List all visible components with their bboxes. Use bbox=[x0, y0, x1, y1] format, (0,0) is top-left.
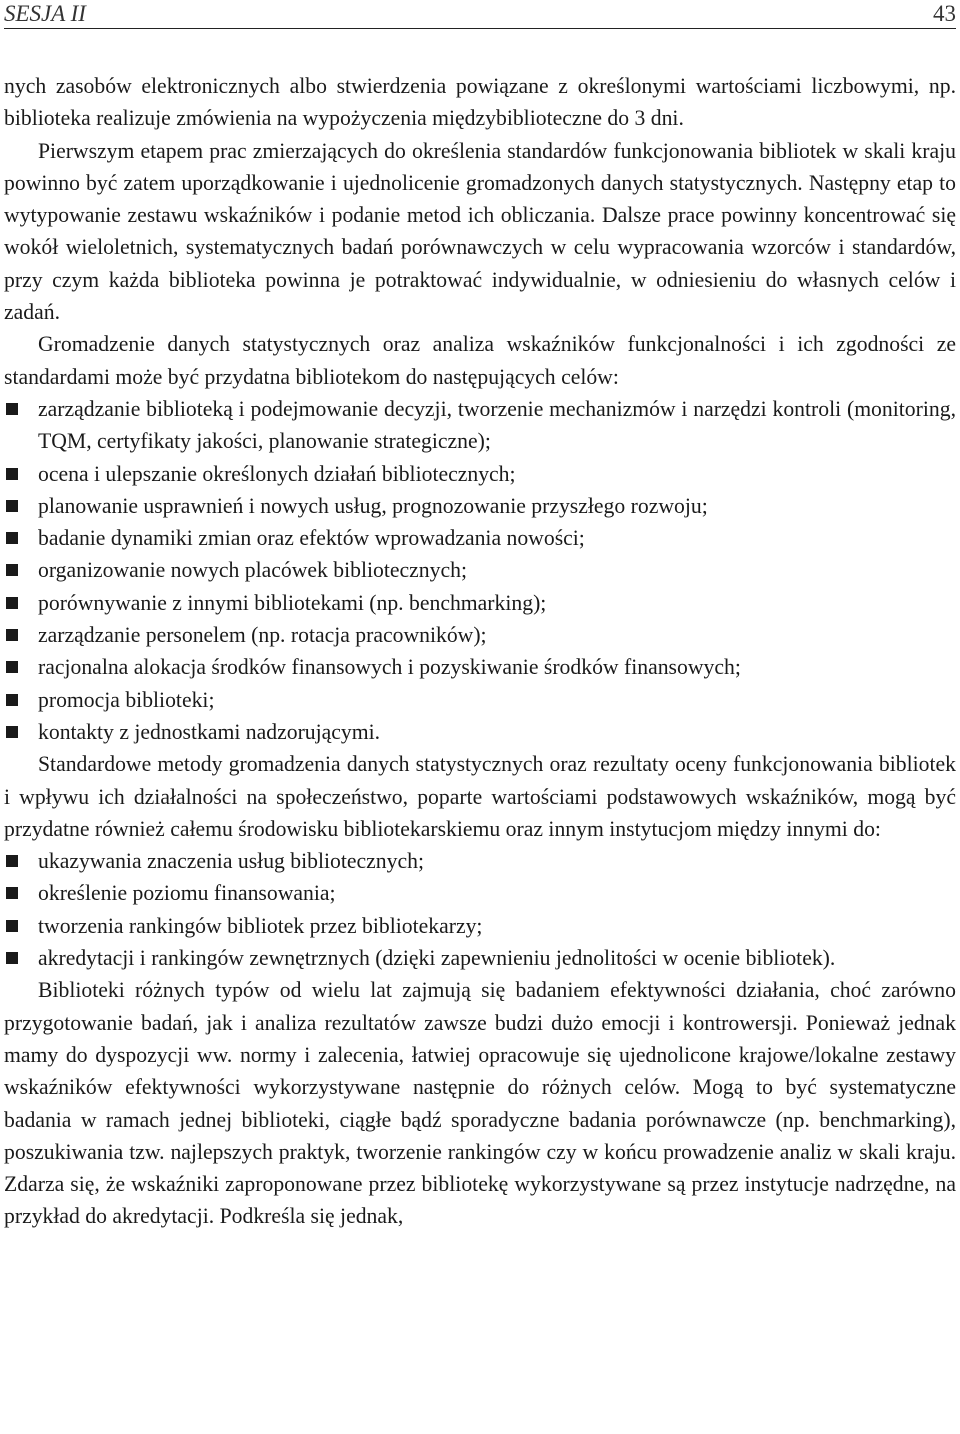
list-item bbox=[4, 522, 956, 554]
list-item-text: zarządzanie biblioteką i podejmowanie decyzji, tworzenie mechanizmów i narzędzi kontroli (monitoring, TQM, certyfikaty jakości, planowanie strategiczne); bbox=[38, 396, 956, 454]
list-item-text: planowanie usprawnień i nowych usług, prognozowanie przyszłego rozwoju; bbox=[38, 493, 708, 518]
list-item-text: kontakty z jednostkami nadzorującymi. bbox=[38, 719, 381, 744]
running-header bbox=[4, 0, 956, 29]
section-title: SESJA II bbox=[4, 1, 86, 26]
list-item-text: określenie poziomu finansowania; bbox=[38, 881, 336, 906]
square-bullet-icon bbox=[6, 532, 18, 544]
list-item-text: ocena i ulepszanie określonych działań bibliotecznych; bbox=[38, 461, 516, 486]
page-body bbox=[4, 70, 956, 1233]
list-item bbox=[4, 716, 956, 748]
list-item bbox=[4, 910, 956, 942]
list-item bbox=[4, 684, 956, 716]
square-bullet-icon bbox=[6, 564, 18, 576]
bullet-list-purposes bbox=[4, 393, 956, 748]
paragraph-continued: nych zasobów elektronicznych albo stwierdzenia powiązane z określonymi wartościami liczbowymi, np. biblioteka realizuje zmówienia na wypożyczenia międzybiblioteczne do 3 dni. bbox=[4, 74, 956, 131]
paragraph: Biblioteki różnych typów od wielu lat zajmują się badaniem efektywności działania, choć zarówno przygotowanie badań, jak i analiza rezultatów zawsze budzi dużo emocji i kontrowersji. Ponieważ jednak mamy do dyspozycji ww. normy i zalecenia, łatwiej opracowuje się ujednolicone krajowe/lokalne zestawy wskaźników efektywności wykorzystywane następnie do różnych celów. Mogą to być systematyczne badania w ramach jednej biblioteki, ciągłe bądź sporadyczne badania porównawcze (np. benchmarking), poszukiwania tzw. najlepszych praktyk, tworzenie rankingów czy w końcu prowadzenie analiz w skali kraju. Zdarza się, że wskaźniki zaproponowane przez bibliotekę wykorzystywane są przez instytucje nadrzędne, na przykład do akredytacji. Podkreśla się jednak, bbox=[4, 978, 956, 1229]
list-item-text: organizowanie nowych placówek bibliotecznych; bbox=[38, 558, 467, 583]
square-bullet-icon bbox=[6, 952, 18, 964]
paragraph: Pierwszym etapem prac zmierzających do określenia standardów funkcjonowania bibliotek w skali kraju powinno być zatem uporządkowanie i ujednolicenie gromadzonych danych statystycznych. Następny etap to wytypowanie zestawu wskaźników i podanie metod ich obliczania. Dalsze prace powinny koncentrować się wokół wieloletnich, systematycznych badań porównawczych w celu wypracowania wzorców i standardów, przy czym każda biblioteka powinna je potraktować indywidualnie, w odniesieniu do własnych celów i zadań. bbox=[4, 138, 956, 325]
list-item bbox=[4, 554, 956, 586]
list-item bbox=[4, 877, 956, 909]
list-item-text: zarządzanie personelem (np. rotacja pracowników); bbox=[38, 623, 487, 648]
list-item-text: promocja biblioteki; bbox=[38, 687, 215, 712]
square-bullet-icon bbox=[6, 855, 18, 867]
square-bullet-icon bbox=[6, 629, 18, 641]
list-item-text: ukazywania znaczenia usług bibliotecznych; bbox=[38, 849, 424, 874]
square-bullet-icon bbox=[6, 694, 18, 706]
list-item-text: porównywanie z innymi bibliotekami (np. benchmarking); bbox=[38, 590, 547, 615]
square-bullet-icon bbox=[6, 597, 18, 609]
square-bullet-icon bbox=[6, 726, 18, 738]
list-item-text: badanie dynamiki zmian oraz efektów wprowadzania nowości; bbox=[38, 526, 585, 551]
list-item bbox=[4, 651, 956, 683]
list-item bbox=[4, 458, 956, 490]
square-bullet-icon bbox=[6, 887, 18, 899]
square-bullet-icon bbox=[6, 920, 18, 932]
paragraph: Gromadzenie danych statystycznych oraz analiza wskaźników funkcjonalności i ich zgodności ze standardami może być przydatna bibliotekom do następujących celów: bbox=[4, 332, 956, 389]
bullet-list-uses bbox=[4, 845, 956, 974]
square-bullet-icon bbox=[6, 500, 18, 512]
list-item bbox=[4, 393, 956, 458]
square-bullet-icon bbox=[6, 403, 18, 415]
list-item bbox=[4, 587, 956, 619]
list-item bbox=[4, 942, 956, 974]
list-item-text: tworzenia rankingów bibliotek przez bibliotekarzy; bbox=[38, 913, 483, 938]
list-item bbox=[4, 490, 956, 522]
square-bullet-icon bbox=[6, 661, 18, 673]
page-number: 43 bbox=[933, 1, 956, 26]
square-bullet-icon bbox=[6, 468, 18, 480]
list-item bbox=[4, 619, 956, 651]
list-item-text: racjonalna alokacja środków finansowych i pozyskiwanie środków finansowych; bbox=[38, 655, 741, 680]
list-item-text: akredytacji i rankingów zewnętrznych (dzięki zapewnieniu jednolitości w ocenie bibliotek). bbox=[38, 946, 836, 971]
list-item bbox=[4, 845, 956, 877]
paragraph: Standardowe metody gromadzenia danych statystycznych oraz rezultaty oceny funkcjonowania bibliotek i wpływu ich działalności na społeczeństwo, poparte wartościami podstawowych wskaźników, mogą być przydatne również całemu środowisku bibliotekarskiemu oraz innym instytucjom między innymi do: bbox=[4, 752, 956, 841]
